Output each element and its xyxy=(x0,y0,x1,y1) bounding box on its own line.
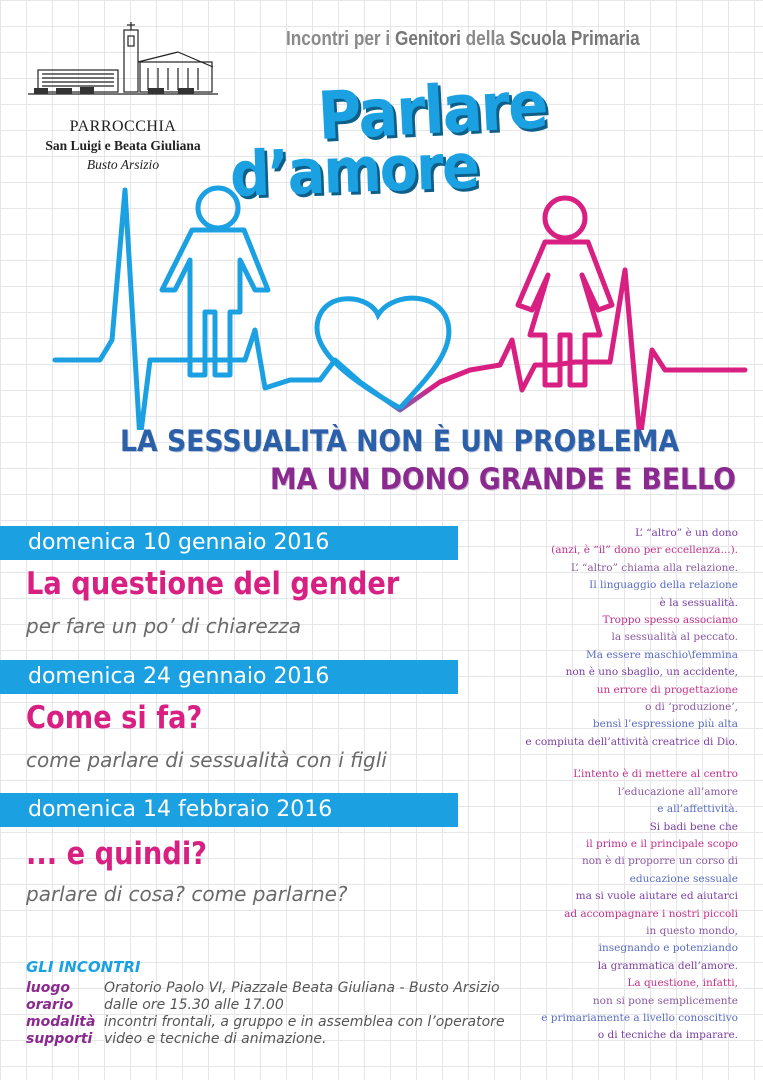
info-row-supports xyxy=(26,1031,326,1047)
main-title-line2: d’amore xyxy=(228,129,480,211)
reflection-line: la grammatica dell’amore. xyxy=(597,959,738,972)
event-subtitle-3: parlare di cosa? come parlarne? xyxy=(26,882,348,906)
info-value: video e tecniche di animazione. xyxy=(104,1031,327,1047)
reflection-line: o di tecniche da imparare. xyxy=(597,1029,738,1042)
info-label: luogo xyxy=(26,980,71,996)
info-row-mode xyxy=(26,1014,505,1030)
reflection-line: e all’affettività. xyxy=(657,803,738,816)
event-title-3: ... e quindi? xyxy=(26,836,208,872)
event-title-1: La questione del gender xyxy=(26,566,400,602)
reflection-line: un errore di progettazione xyxy=(596,683,738,696)
girl-figure-icon xyxy=(518,198,612,385)
logo-parish-name: San Luigi e Beata Giuliana xyxy=(45,138,201,153)
reflection-line: La questione, infatti, xyxy=(627,977,738,990)
reflection-line: ad accompagnare i nostri piccoli xyxy=(564,907,738,920)
info-row-time xyxy=(26,997,284,1013)
ekg-line xyxy=(55,190,745,430)
reflection-line: (anzi, è “il” dono per eccellenza...). xyxy=(551,544,738,557)
reflection-line: in questo mondo, xyxy=(646,924,738,937)
reflection-line: ma si vuole aiutare ed aiutarci xyxy=(575,890,738,903)
header-tagline xyxy=(286,28,682,51)
reflection-line: Troppo spesso associamo xyxy=(602,614,738,627)
reflection-line: L’intento è di mettere al centro xyxy=(573,768,738,781)
info-value: dalle ore 15.30 alle 17.00 xyxy=(104,997,284,1013)
info-label: orario xyxy=(26,997,74,1013)
reflection-paragraph-2 xyxy=(470,766,738,1045)
reflection-line: L’ “altro” chiama alla relazione. xyxy=(570,561,738,574)
info-label: modalità xyxy=(26,1014,96,1030)
info-row-place xyxy=(26,980,500,996)
reflection-line: e compiuta dell’attività creatrice di Dio. xyxy=(525,735,738,748)
info-label: supporti xyxy=(26,1031,93,1047)
church-drawing-icon xyxy=(28,22,218,117)
header-part1: Incontri per i xyxy=(286,28,395,50)
reflection-line: non è uno sbaglio, un accidente, xyxy=(565,666,738,679)
info-value: Oratorio Paolo VI, Piazzale Beata Giuliana - Busto Arsizio xyxy=(104,980,500,996)
event-subtitle-1: per fare un po’ di chiarezza xyxy=(26,614,301,638)
reflection-line: L’ “altro” è un dono xyxy=(635,527,738,539)
main-title-line1: Parlare xyxy=(315,66,549,155)
logo-parish-label: PARROCCHIA xyxy=(69,118,177,135)
reflection-line: non è di proporre un corso di xyxy=(581,855,738,868)
reflection-line: Si badi bene che xyxy=(649,820,738,833)
boy-figure-icon xyxy=(162,188,268,375)
header-part4: Scuola Primaria xyxy=(509,28,640,50)
reflection-line: o di ‘produzione’, xyxy=(645,701,738,714)
logo-city: Busto Arsizio xyxy=(86,157,160,172)
slogan-line1: LA SESSUALITÀ NON È UN PROBLEMA xyxy=(120,424,680,458)
event-subtitle-2: come parlare di sessualità con i figli xyxy=(26,748,387,772)
slogan-line2: MA UN DONO GRANDE E BELLO xyxy=(270,462,736,496)
reflection-line: è la sessualità. xyxy=(659,596,738,609)
info-value: incontri frontali, a gruppo e in assemblea con l’operatore xyxy=(104,1014,505,1030)
header-part3: della xyxy=(460,28,510,50)
reflection-line: e primariamente a livello conoscitivo xyxy=(541,1011,738,1024)
event-date-3: domenica 14 febbraio 2016 xyxy=(0,793,458,827)
reflection-line: l’educazione all’amore xyxy=(617,785,738,798)
reflection-line: Il linguaggio della relazione xyxy=(589,579,738,592)
reflection-line: non si pone semplicemente xyxy=(592,994,738,1007)
reflection-line: educazione sessuale xyxy=(629,872,738,885)
reflection-text xyxy=(470,525,738,1045)
reflection-line: bensì l’espressione più alta xyxy=(592,718,738,731)
header-part2: Genitori xyxy=(394,28,461,50)
info-heading: GLI INCONTRI xyxy=(26,958,141,976)
reflection-line: la sessualità al peccato. xyxy=(611,631,738,644)
reflection-line: Ma essere maschio\femmina xyxy=(586,648,738,661)
event-date-2: domenica 24 gennaio 2016 xyxy=(0,660,458,694)
reflection-paragraph-1 xyxy=(470,525,738,751)
event-date-1: domenica 10 gennaio 2016 xyxy=(0,526,458,560)
reflection-line: insegnando e potenziando xyxy=(598,942,738,955)
reflection-line: il primo e il principale scopo xyxy=(586,837,738,850)
event-title-2: Come si fa? xyxy=(26,700,203,736)
